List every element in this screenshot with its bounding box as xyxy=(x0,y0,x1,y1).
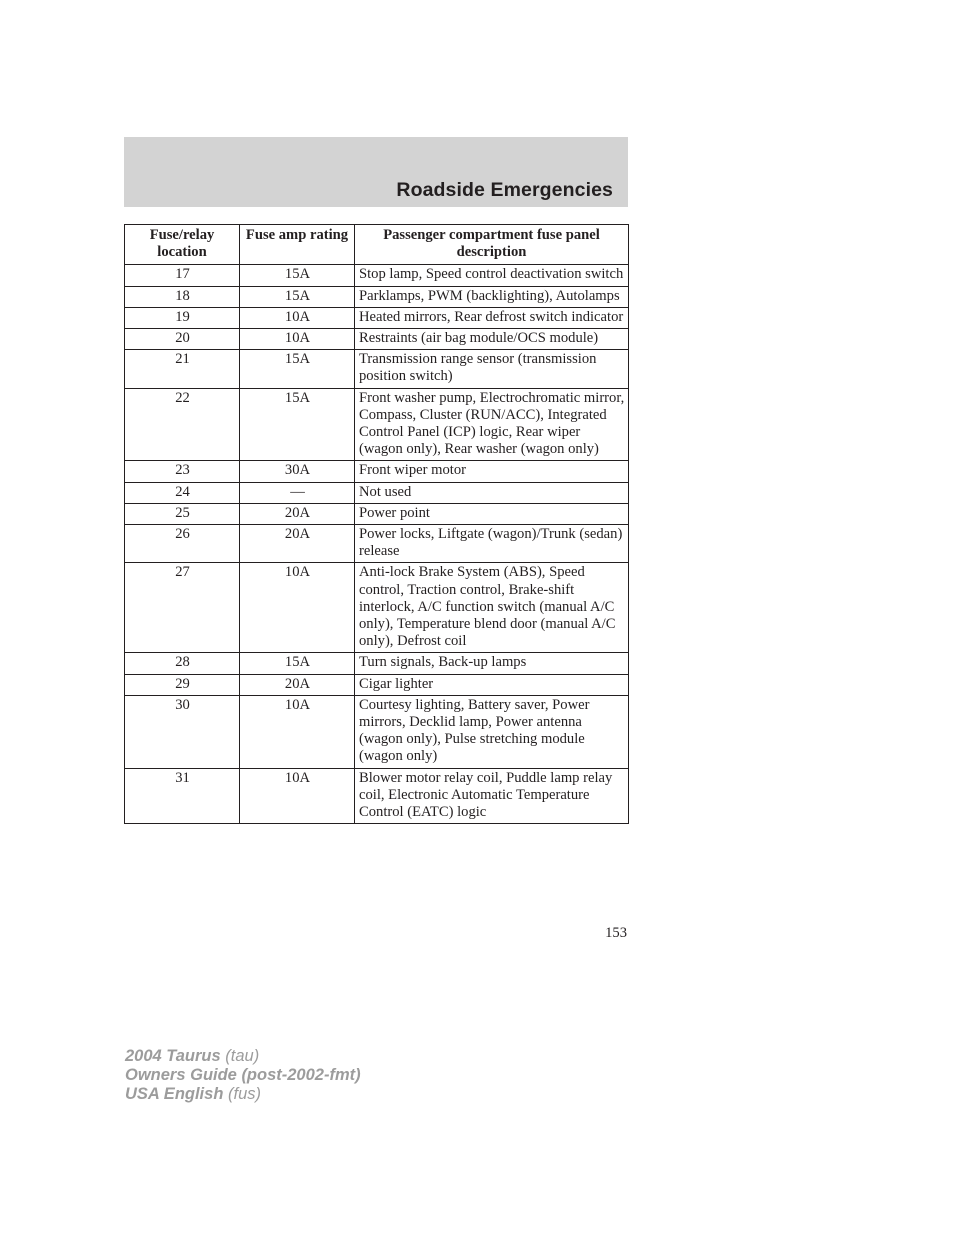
cell-location: 20 xyxy=(125,329,240,350)
cell-description: Power locks, Liftgate (wagon)/Trunk (sedan) release xyxy=(355,525,629,563)
table-row xyxy=(125,286,629,307)
cell-location: 17 xyxy=(125,265,240,286)
cell-description: Not used xyxy=(355,482,629,503)
footer-language: USA English xyxy=(125,1085,224,1103)
footer-model: 2004 Taurus xyxy=(125,1047,221,1065)
section-header-band xyxy=(124,137,628,207)
table-row xyxy=(125,307,629,328)
cell-location: 31 xyxy=(125,768,240,824)
cell-rating: 10A xyxy=(240,768,355,824)
cell-location: 19 xyxy=(125,307,240,328)
cell-rating: 15A xyxy=(240,350,355,388)
table-row xyxy=(125,388,629,461)
fuse-table xyxy=(124,224,629,824)
column-header-location: Fuse/relay location xyxy=(125,225,240,265)
footer-guide: Owners Guide (post-2002-fmt) xyxy=(125,1066,361,1084)
cell-location: 21 xyxy=(125,350,240,388)
table-row xyxy=(125,461,629,482)
cell-description: Stop lamp, Speed control deactivation switch xyxy=(355,265,629,286)
cell-description: Anti-lock Brake System (ABS), Speed control, Traction control, Brake-shift interlock, A/C function switch (manual A/C only), Temperature blend door (manual A/C only), Defrost coil xyxy=(355,563,629,653)
table-row xyxy=(125,695,629,768)
footer-line-model xyxy=(125,1047,361,1066)
cell-location: 29 xyxy=(125,674,240,695)
table-row xyxy=(125,674,629,695)
table-row xyxy=(125,503,629,524)
table-row xyxy=(125,525,629,563)
cell-description: Courtesy lighting, Battery saver, Power mirrors, Decklid lamp, Power antenna (wagon only), Pulse stretching module (wagon only) xyxy=(355,695,629,768)
table-row xyxy=(125,329,629,350)
cell-description: Cigar lighter xyxy=(355,674,629,695)
cell-location: 27 xyxy=(125,563,240,653)
cell-rating: — xyxy=(240,482,355,503)
table-row xyxy=(125,768,629,824)
cell-location: 18 xyxy=(125,286,240,307)
cell-rating: 15A xyxy=(240,265,355,286)
table-row xyxy=(125,563,629,653)
cell-description: Blower motor relay coil, Puddle lamp relay coil, Electronic Automatic Temperature Control (EATC) logic xyxy=(355,768,629,824)
cell-description: Turn signals, Back-up lamps xyxy=(355,653,629,674)
cell-rating: 10A xyxy=(240,563,355,653)
document-footer xyxy=(125,1047,361,1104)
table-row xyxy=(125,265,629,286)
cell-description: Restraints (air bag module/OCS module) xyxy=(355,329,629,350)
column-header-rating: Fuse amp rating xyxy=(240,225,355,265)
cell-location: 28 xyxy=(125,653,240,674)
cell-location: 26 xyxy=(125,525,240,563)
cell-location: 24 xyxy=(125,482,240,503)
cell-rating: 30A xyxy=(240,461,355,482)
cell-description: Front wiper motor xyxy=(355,461,629,482)
cell-rating: 20A xyxy=(240,503,355,524)
cell-rating: 15A xyxy=(240,286,355,307)
table-header-row xyxy=(125,225,629,265)
table-body xyxy=(125,265,629,824)
cell-rating: 10A xyxy=(240,329,355,350)
column-header-description: Passenger compartment fuse panel description xyxy=(355,225,629,265)
footer-model-code: (tau) xyxy=(225,1047,260,1065)
cell-rating: 15A xyxy=(240,388,355,461)
cell-location: 30 xyxy=(125,695,240,768)
footer-language-code: (fus) xyxy=(228,1085,261,1103)
cell-description: Transmission range sensor (transmission position switch) xyxy=(355,350,629,388)
cell-location: 25 xyxy=(125,503,240,524)
cell-description: Front washer pump, Electrochromatic mirror, Compass, Cluster (RUN/ACC), Integrated Control Panel (ICP) logic, Rear wiper (wagon only), Rear washer (wagon only) xyxy=(355,388,629,461)
footer-line-guide xyxy=(125,1066,361,1085)
cell-rating: 10A xyxy=(240,307,355,328)
section-title: Roadside Emergencies xyxy=(396,179,613,201)
cell-rating: 10A xyxy=(240,695,355,768)
cell-location: 22 xyxy=(125,388,240,461)
table-row xyxy=(125,653,629,674)
cell-description: Parklamps, PWM (backlighting), Autolamps xyxy=(355,286,629,307)
cell-rating: 20A xyxy=(240,525,355,563)
cell-rating: 15A xyxy=(240,653,355,674)
cell-location: 23 xyxy=(125,461,240,482)
cell-rating: 20A xyxy=(240,674,355,695)
cell-description: Power point xyxy=(355,503,629,524)
page-number: 153 xyxy=(605,925,627,941)
footer-line-language xyxy=(125,1085,361,1104)
table-row xyxy=(125,482,629,503)
cell-description: Heated mirrors, Rear defrost switch indicator xyxy=(355,307,629,328)
table-row xyxy=(125,350,629,388)
